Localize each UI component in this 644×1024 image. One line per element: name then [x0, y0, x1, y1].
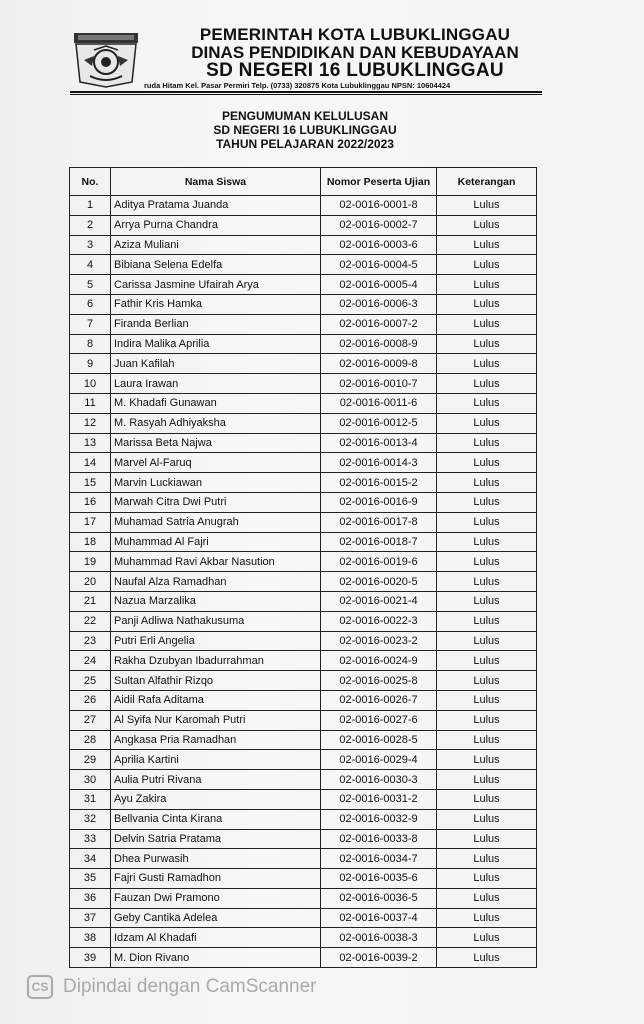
announcement-heading: PENGUMUMAN KELULUSAN	[222, 109, 388, 123]
cell-exam-number: 02-0016-0012-5	[321, 413, 437, 433]
cell-exam-number: 02-0016-0020-5	[321, 572, 437, 592]
table-row	[70, 710, 537, 730]
cell-student-name: Al Syifa Nur Karomah Putri	[111, 710, 321, 730]
table-row	[70, 888, 537, 908]
table-row	[70, 314, 537, 334]
cell-student-name: Marvel Al-Faruq	[111, 453, 321, 473]
table-row	[70, 809, 537, 829]
announcement-school: SD NEGERI 16 LUBUKLINGGAU	[213, 123, 397, 137]
letterhead-rule-thin	[70, 94, 542, 95]
cell-student-name: Aditya Pratama Juanda	[111, 196, 321, 216]
cell-student-name: Indira Malika Aprilia	[111, 334, 321, 354]
cell-status: Lulus	[437, 492, 537, 512]
cell-exam-number: 02-0016-0025-8	[321, 671, 437, 691]
cell-student-name: Naufal Alza Ramadhan	[111, 572, 321, 592]
cell-no: 13	[70, 433, 111, 453]
cell-exam-number: 02-0016-0006-3	[321, 294, 437, 314]
cell-student-name: Ayu Zakira	[111, 789, 321, 809]
cell-no: 26	[70, 690, 111, 710]
cell-student-name: Muhammad Ravi Akbar Nasution	[111, 552, 321, 572]
cell-status: Lulus	[437, 354, 537, 374]
cell-no: 17	[70, 512, 111, 532]
cell-no: 3	[70, 235, 111, 255]
cell-exam-number: 02-0016-0013-4	[321, 433, 437, 453]
cell-no: 23	[70, 631, 111, 651]
cell-no: 34	[70, 849, 111, 869]
cell-no: 24	[70, 651, 111, 671]
cell-no: 4	[70, 255, 111, 275]
cell-student-name: Juan Kafilah	[111, 354, 321, 374]
table-row	[70, 750, 537, 770]
cell-status: Lulus	[437, 710, 537, 730]
cell-status: Lulus	[437, 215, 537, 235]
cell-exam-number: 02-0016-0017-8	[321, 512, 437, 532]
letterhead	[150, 26, 560, 81]
cell-exam-number: 02-0016-0015-2	[321, 473, 437, 493]
table-row	[70, 532, 537, 552]
letterhead-school: SD NEGERI 16 LUBUKLINGGAU	[206, 60, 504, 81]
cell-student-name: Muhamad Satria Anugrah	[111, 512, 321, 532]
cell-student-name: Nazua Marzalika	[111, 591, 321, 611]
cell-exam-number: 02-0016-0038-3	[321, 928, 437, 948]
cell-no: 33	[70, 829, 111, 849]
table-row	[70, 690, 537, 710]
cell-exam-number: 02-0016-0021-4	[321, 591, 437, 611]
camscanner-logo-icon: CS	[27, 975, 53, 999]
cell-exam-number: 02-0016-0034-7	[321, 849, 437, 869]
cell-no: 7	[70, 314, 111, 334]
table-row	[70, 433, 537, 453]
cell-exam-number: 02-0016-0029-4	[321, 750, 437, 770]
table-row	[70, 829, 537, 849]
table-row	[70, 908, 537, 928]
table-row	[70, 275, 537, 295]
cell-student-name: M. Rasyah Adhiyaksha	[111, 413, 321, 433]
cell-status: Lulus	[437, 750, 537, 770]
cell-exam-number: 02-0016-0031-2	[321, 789, 437, 809]
cell-no: 30	[70, 770, 111, 790]
cell-status: Lulus	[437, 433, 537, 453]
cell-exam-number: 02-0016-0026-7	[321, 690, 437, 710]
cell-student-name: Aprilia Kartini	[111, 750, 321, 770]
cell-no: 29	[70, 750, 111, 770]
cell-no: 25	[70, 671, 111, 691]
cell-no: 27	[70, 710, 111, 730]
cell-student-name: Geby Cantika Adelea	[111, 908, 321, 928]
cell-student-name: Dhea Purwasih	[111, 849, 321, 869]
table-row	[70, 294, 537, 314]
cell-status: Lulus	[437, 393, 537, 413]
cell-student-name: Marissa Beta Najwa	[111, 433, 321, 453]
cell-exam-number: 02-0016-0033-8	[321, 829, 437, 849]
cell-exam-number: 02-0016-0024-9	[321, 651, 437, 671]
cell-status: Lulus	[437, 413, 537, 433]
cell-status: Lulus	[437, 532, 537, 552]
cell-no: 36	[70, 888, 111, 908]
cell-status: Lulus	[437, 631, 537, 651]
cell-exam-number: 02-0016-0001-8	[321, 196, 437, 216]
cell-status: Lulus	[437, 671, 537, 691]
cell-no: 37	[70, 908, 111, 928]
cell-status: Lulus	[437, 275, 537, 295]
table-row	[70, 255, 537, 275]
cell-exam-number: 02-0016-0036-5	[321, 888, 437, 908]
cell-status: Lulus	[437, 789, 537, 809]
cell-exam-number: 02-0016-0014-3	[321, 453, 437, 473]
cell-student-name: Idzam Al Khadafi	[111, 928, 321, 948]
cell-no: 38	[70, 928, 111, 948]
cell-status: Lulus	[437, 294, 537, 314]
cell-student-name: Arrya Purna Chandra	[111, 215, 321, 235]
city-emblem-icon	[70, 30, 142, 88]
cell-no: 18	[70, 532, 111, 552]
cell-no: 20	[70, 572, 111, 592]
cell-status: Lulus	[437, 255, 537, 275]
cell-status: Lulus	[437, 869, 537, 889]
cell-status: Lulus	[437, 809, 537, 829]
table-row	[70, 631, 537, 651]
letterhead-government: PEMERINTAH KOTA LUBUKLINGGAU	[199, 25, 511, 44]
cell-exam-number: 02-0016-0010-7	[321, 374, 437, 394]
letterhead-rule	[70, 91, 542, 93]
camscanner-text: Dipindai dengan CamScanner	[63, 976, 317, 997]
cell-exam-number: 02-0016-0007-2	[321, 314, 437, 334]
table-body	[70, 196, 537, 968]
cell-no: 21	[70, 591, 111, 611]
table-header-row	[70, 168, 537, 196]
cell-exam-number: 02-0016-0005-4	[321, 275, 437, 295]
cell-no: 14	[70, 453, 111, 473]
cell-status: Lulus	[437, 473, 537, 493]
announcement-title	[150, 109, 460, 151]
table-row	[70, 235, 537, 255]
graduation-table	[69, 167, 537, 968]
cell-student-name: M. Khadafi Gunawan	[111, 393, 321, 413]
cell-exam-number: 02-0016-0037-4	[321, 908, 437, 928]
cell-no: 5	[70, 275, 111, 295]
cell-exam-number: 02-0016-0003-6	[321, 235, 437, 255]
cell-status: Lulus	[437, 928, 537, 948]
cell-no: 32	[70, 809, 111, 829]
table-row	[70, 492, 537, 512]
cell-student-name: Fathir Kris Hamka	[111, 294, 321, 314]
cell-exam-number: 02-0016-0004-5	[321, 255, 437, 275]
table-row	[70, 374, 537, 394]
cell-exam-number: 02-0016-0035-6	[321, 869, 437, 889]
cell-status: Lulus	[437, 908, 537, 928]
cell-status: Lulus	[437, 829, 537, 849]
cell-student-name: Rakha Dzubyan Ibadurrahman	[111, 651, 321, 671]
cell-status: Lulus	[437, 512, 537, 532]
table-row	[70, 869, 537, 889]
cell-student-name: Aidil Rafa Aditama	[111, 690, 321, 710]
cell-exam-number: 02-0016-0008-9	[321, 334, 437, 354]
cell-status: Lulus	[437, 235, 537, 255]
cell-exam-number: 02-0016-0018-7	[321, 532, 437, 552]
cell-no: 28	[70, 730, 111, 750]
table-row	[70, 453, 537, 473]
cell-no: 22	[70, 611, 111, 631]
cell-exam-number: 02-0016-0019-6	[321, 552, 437, 572]
table-row	[70, 572, 537, 592]
cell-student-name: Aulia Putri Rivana	[111, 770, 321, 790]
table-row	[70, 948, 537, 968]
cell-no: 19	[70, 552, 111, 572]
cell-status: Lulus	[437, 849, 537, 869]
cell-student-name: Marvin Luckiawan	[111, 473, 321, 493]
cell-no: 11	[70, 393, 111, 413]
cell-no: 1	[70, 196, 111, 216]
cell-exam-number: 02-0016-0023-2	[321, 631, 437, 651]
cell-exam-number: 02-0016-0016-9	[321, 492, 437, 512]
letterhead-department: DINAS PENDIDIKAN DAN KEBUDAYAAN	[191, 43, 519, 62]
cell-student-name: Delvin Satria Pratama	[111, 829, 321, 849]
cell-no: 9	[70, 354, 111, 374]
cell-exam-number: 02-0016-0028-5	[321, 730, 437, 750]
cell-no: 6	[70, 294, 111, 314]
cell-no: 12	[70, 413, 111, 433]
table-row	[70, 671, 537, 691]
cell-status: Lulus	[437, 730, 537, 750]
table-row	[70, 849, 537, 869]
cell-status: Lulus	[437, 770, 537, 790]
cell-status: Lulus	[437, 611, 537, 631]
cell-exam-number: 02-0016-0032-9	[321, 809, 437, 829]
cell-no: 15	[70, 473, 111, 493]
cell-student-name: Bellvania Cinta Kirana	[111, 809, 321, 829]
letterhead-address: ruda Hitam Kel. Pasar Permiri Telp. (0733) 320875 Kota Lubuklinggau NPSN: 10604424	[144, 81, 451, 90]
cell-student-name: Bibiana Selena Edelfa	[111, 255, 321, 275]
cell-status: Lulus	[437, 690, 537, 710]
table-row	[70, 334, 537, 354]
cell-no: 39	[70, 948, 111, 968]
table-row	[70, 215, 537, 235]
cell-no: 31	[70, 789, 111, 809]
table-row	[70, 591, 537, 611]
cell-student-name: Fauzan Dwi Pramono	[111, 888, 321, 908]
cell-exam-number: 02-0016-0027-6	[321, 710, 437, 730]
cell-status: Lulus	[437, 374, 537, 394]
column-header-status: Keterangan	[437, 168, 537, 196]
cell-exam-number: 02-0016-0009-8	[321, 354, 437, 374]
table-row	[70, 928, 537, 948]
cell-student-name: Firanda Berlian	[111, 314, 321, 334]
cell-student-name: Fajri Gusti Ramadhon	[111, 869, 321, 889]
cell-status: Lulus	[437, 888, 537, 908]
cell-student-name: Angkasa Pria Ramadhan	[111, 730, 321, 750]
cell-exam-number: 02-0016-0039-2	[321, 948, 437, 968]
table-row	[70, 552, 537, 572]
cell-status: Lulus	[437, 651, 537, 671]
table-row	[70, 789, 537, 809]
cell-status: Lulus	[437, 591, 537, 611]
table-row	[70, 730, 537, 750]
cell-student-name: Laura Irawan	[111, 374, 321, 394]
table-row	[70, 512, 537, 532]
cell-status: Lulus	[437, 572, 537, 592]
cell-student-name: Aziza Muliani	[111, 235, 321, 255]
cell-student-name: Carissa Jasmine Ufairah Arya	[111, 275, 321, 295]
cell-student-name: Putri Erli Angelia	[111, 631, 321, 651]
cell-student-name: M. Dion Rivano	[111, 948, 321, 968]
table-row	[70, 770, 537, 790]
cell-no: 8	[70, 334, 111, 354]
cell-status: Lulus	[437, 453, 537, 473]
cell-student-name: Panji Adliwa Nathakusuma	[111, 611, 321, 631]
table-row	[70, 354, 537, 374]
column-header-no: No.	[70, 168, 111, 196]
cell-status: Lulus	[437, 948, 537, 968]
cell-student-name: Marwah Citra Dwi Putri	[111, 492, 321, 512]
cell-no: 10	[70, 374, 111, 394]
camscanner-watermark	[27, 975, 317, 999]
cell-exam-number: 02-0016-0002-7	[321, 215, 437, 235]
cell-no: 35	[70, 869, 111, 889]
cell-exam-number: 02-0016-0030-3	[321, 770, 437, 790]
table-row	[70, 651, 537, 671]
cell-student-name: Muhammad Al Fajri	[111, 532, 321, 552]
table-row	[70, 393, 537, 413]
cell-exam-number: 02-0016-0022-3	[321, 611, 437, 631]
table-row	[70, 196, 537, 216]
table-row	[70, 473, 537, 493]
cell-exam-number: 02-0016-0011-6	[321, 393, 437, 413]
cell-status: Lulus	[437, 196, 537, 216]
cell-status: Lulus	[437, 552, 537, 572]
column-header-name: Nama Siswa	[111, 168, 321, 196]
cell-no: 16	[70, 492, 111, 512]
table-row	[70, 611, 537, 631]
table-row	[70, 413, 537, 433]
column-header-exam-number: Nomor Peserta Ujian	[321, 168, 437, 196]
cell-no: 2	[70, 215, 111, 235]
cell-status: Lulus	[437, 314, 537, 334]
cell-student-name: Sultan Alfathir Rizqo	[111, 671, 321, 691]
announcement-year: TAHUN PELAJARAN 2022/2023	[216, 137, 394, 151]
cell-status: Lulus	[437, 334, 537, 354]
